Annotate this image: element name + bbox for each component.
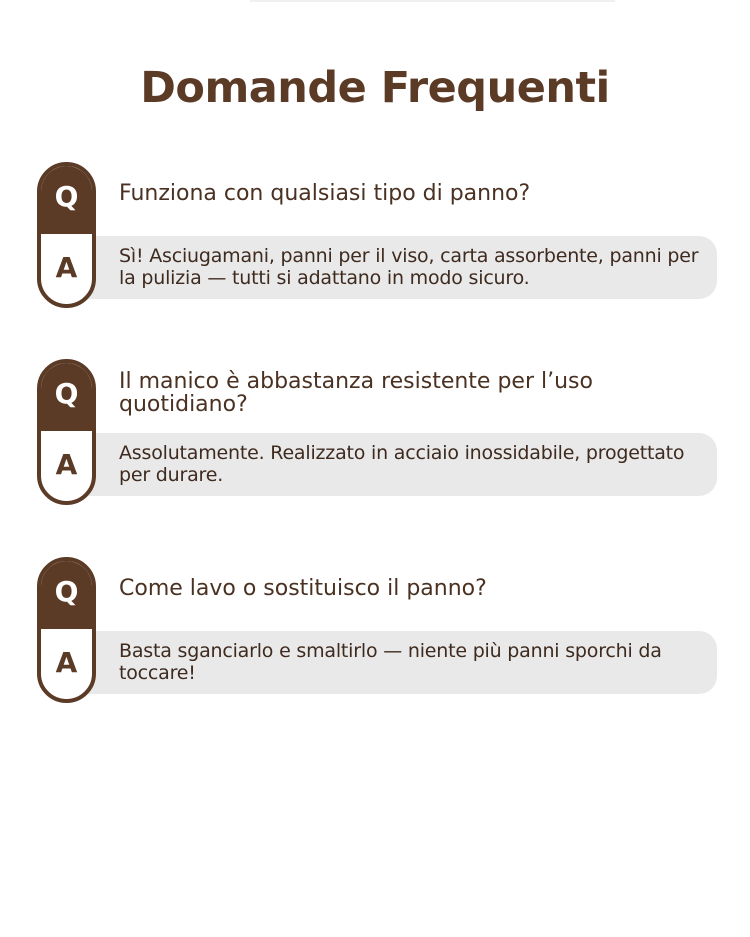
faq-item — [37, 162, 717, 308]
faq-question: Come lavo o sostituisco il panno? — [119, 576, 487, 601]
qa-badge — [37, 557, 96, 703]
faq-item — [37, 359, 717, 505]
faq-answer: Sì! Asciugamani, panni per il viso, carta assorbente, panni per la pulizia — tutti si adattano in modo sicuro. — [119, 245, 699, 289]
answer-badge: A — [55, 448, 78, 481]
faq-question: Il manico è abbastanza resistente per l’uso quotidiano? — [119, 369, 593, 417]
top-divider — [250, 0, 615, 2]
faq-answer: Assolutamente. Realizzato in acciaio inossidabile, progettato per durare. — [119, 442, 685, 486]
answer-badge: A — [55, 251, 78, 284]
qa-badge — [37, 359, 96, 505]
faq-question: Funziona con qualsiasi tipo di panno? — [119, 181, 531, 206]
faq-answer: Basta sganciarlo e smaltirlo — niente più panni sporchi da toccare! — [119, 640, 662, 684]
faq-item — [37, 557, 717, 703]
answer-badge: A — [55, 646, 78, 679]
qa-badge — [37, 162, 96, 308]
question-badge: Q — [54, 575, 79, 608]
page-title: Domande Frequenti — [140, 63, 610, 113]
question-badge: Q — [54, 180, 79, 213]
question-badge: Q — [54, 377, 79, 410]
